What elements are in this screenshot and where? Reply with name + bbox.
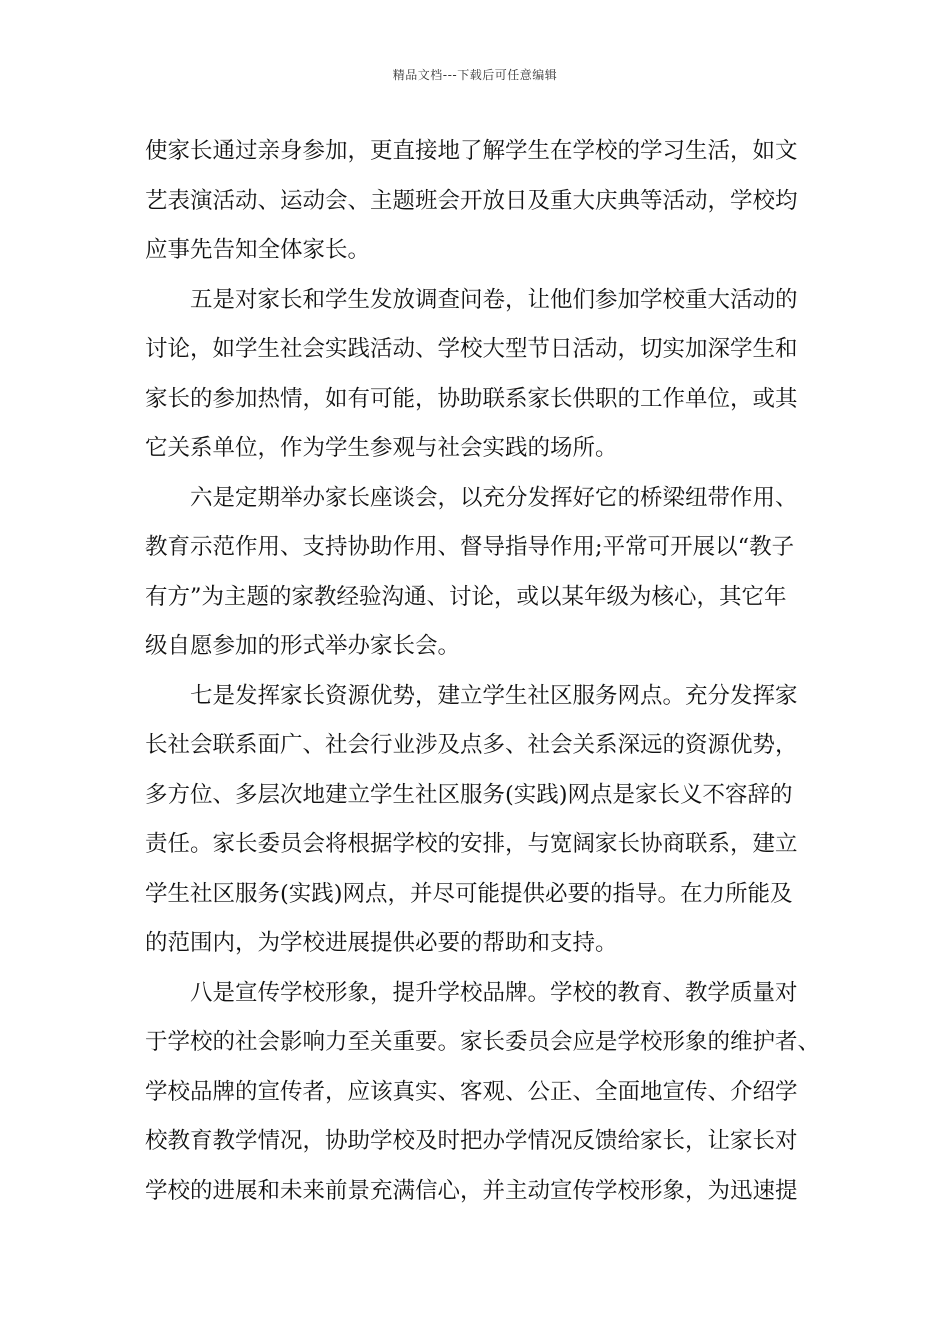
text-line: 有方”为主题的家教经验沟通、讨论，或以某年级为核心，其它年: [145, 583, 787, 610]
text-line: 长社会联系面广、社会行业涉及点多、社会关系深远的资源优势，: [145, 732, 798, 758]
text-line: 讨论，如学生社会实践活动、学校大型节日活动，切实加深学生和: [145, 336, 798, 362]
document-body: [145, 127, 821, 1216]
text-line: 责任。家长委员会将根据学校的安排，与宽阔家长协商联系，建立: [145, 831, 798, 857]
text-line: 应事先告知全体家长。: [145, 237, 371, 263]
text-line: 的范围内，为学校进展提供必要的帮助和支持。: [145, 930, 618, 956]
text-line: 它关系单位，作为学生参观与社会实践的场所。: [145, 435, 618, 461]
text-line: 于学校的社会影响力至关重要。家长委员会应是学校形象的维护者、: [145, 1029, 821, 1055]
paragraph-start-line: 七是发挥家长资源优势，建立学生社区服务网点。充分发挥家: [190, 682, 798, 709]
text-line: 使家长通过亲身参加，更直接地了解学生在学校的学习生活，如文: [145, 138, 798, 164]
text-line: 级自愿参加的形式举办家长会。: [145, 633, 461, 659]
page-header: 精品文档---下载后可任意编辑: [392, 68, 558, 82]
text-line: 艺表演活动、运动会、主题班会开放日及重大庆典等活动，学校均: [145, 187, 798, 214]
text-line: 学校品牌的宣传者，应该真实、客观、公正、全面地宣传、介绍学: [145, 1078, 798, 1105]
paragraph-start-line: 六是定期举办家长座谈会，以充分发挥好它的桥梁纽带作用、: [190, 484, 798, 511]
text-line: 校教育教学情况，协助学校及时把办学情况反馈给家长，让家长对: [145, 1128, 798, 1154]
paragraph-start-line: 五是对家长和学生发放调查问卷，让他们参加学校重大活动的: [190, 286, 798, 313]
text-line: 学生社区服务(实践)网点，并尽可能提供必要的指导。在力所能及: [145, 880, 793, 907]
text-line: 多方位、多层次地建立学生社区服务(实践)网点是家长义不容辞的: [145, 781, 793, 808]
text-line: 学校的进展和未来前景充满信心，并主动宣传学校形象，为迅速提: [145, 1177, 798, 1204]
paragraph-start-line: 八是宣传学校形象，提升学校品牌。学校的教育、教学质量对: [190, 979, 798, 1006]
text-line: 家长的参加热情，如有可能，协助联系家长供职的工作单位，或其: [145, 385, 798, 412]
text-line: 教育示范作用、支持协助作用、督导指导作用;平常可开展以“教子: [145, 534, 795, 560]
